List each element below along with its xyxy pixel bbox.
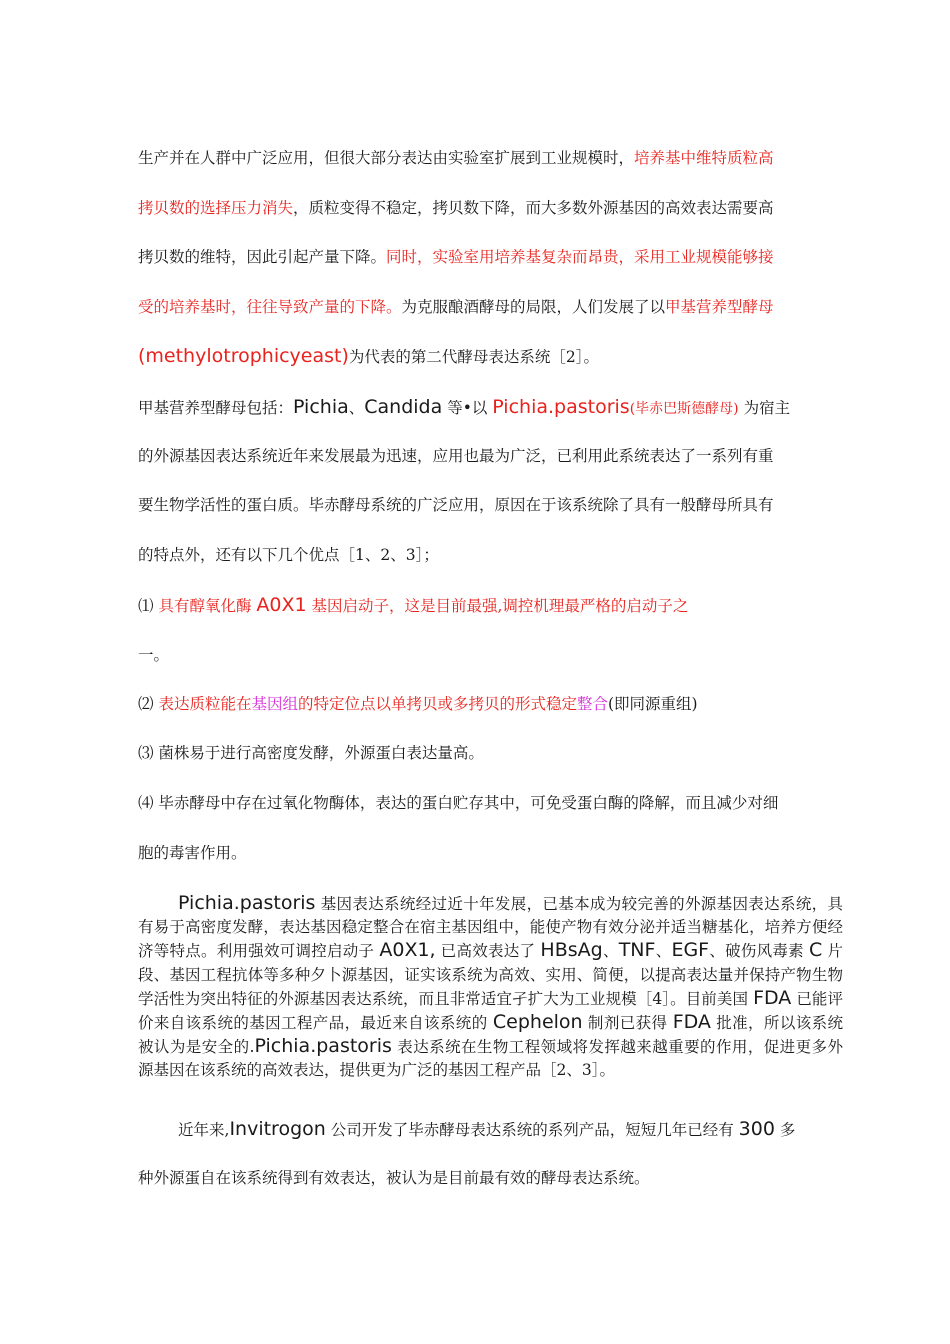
text: 、 xyxy=(348,399,365,417)
highlight-text: 具有醇氧化酶 xyxy=(158,597,257,615)
p3-paragraph xyxy=(138,892,843,1083)
text: 拷贝数的维特，因此引起产量下降。 xyxy=(138,248,387,266)
company-name: Invitrogon xyxy=(229,1118,326,1140)
item-number: ⑴ xyxy=(138,597,159,615)
text: 、 xyxy=(602,942,619,961)
highlight-text: (毕赤巴斯德酵母) xyxy=(629,401,739,417)
highlight-text: 甲基营养型酵母 xyxy=(665,298,774,316)
term: FDA xyxy=(672,1011,711,1034)
species-name: Pichia.pastoris xyxy=(492,396,630,418)
term: Cephelon xyxy=(492,1011,583,1034)
text: 多 xyxy=(774,1121,796,1139)
text: 为宿主 xyxy=(738,399,791,417)
p2-line-3 xyxy=(138,494,774,516)
text: 批准，所以该系统被认为是安全的. xyxy=(138,1014,843,1057)
text: 已能评价来自该系统的基因工程产品，最近来自该系统的 xyxy=(138,989,843,1033)
p1-line-1 xyxy=(138,147,774,169)
text: 公司开发了毕赤酵母表达系统的系列产品，短短几年已经有 xyxy=(325,1121,739,1139)
p4-line-1 xyxy=(178,1118,795,1141)
highlight-text: 同时，实验室用培养基复杂而昂贵，采用工业规模能够接 xyxy=(386,248,774,266)
number: 300 xyxy=(738,1118,775,1140)
list-item-4-cont xyxy=(138,842,247,864)
link-text: 整合 xyxy=(576,695,608,713)
term: TNF xyxy=(618,939,656,962)
species-name: Pichia.pastoris xyxy=(178,892,316,914)
text: 基因表达系统经过近十年发展，已基本成为较完善的外源基因表达系统，具有易于高密度发酵，表达基因稳定整合在宿主基因组中，能使产物有效分泌并适当糖基化，培养方便经济等特点。利用强效可调控启动子 xyxy=(138,895,843,961)
highlight-text: 的特定位点以单拷贝或多拷贝的形式稳定 xyxy=(297,695,577,713)
highlight-text: (methylotrophicyeast) xyxy=(138,345,349,367)
p2-line-4 xyxy=(138,544,439,566)
text: 甲基营养型酵母包括： xyxy=(138,399,294,417)
list-item-1 xyxy=(138,594,688,617)
p1-line-4 xyxy=(138,296,774,318)
p4-line-2 xyxy=(138,1167,650,1189)
text: 一。 xyxy=(138,646,170,664)
link-text: 基因组 xyxy=(251,695,298,713)
text: 为代表的第二代酵母表达系统［2］。 xyxy=(348,348,600,366)
list-item-1-cont xyxy=(138,644,169,666)
text: 生产并在人群中广泛应用，但很大部分表达由实验室扩展到工业规模时， xyxy=(138,149,635,167)
text: 为克服酿酒酵母的局限，人们发展了以 xyxy=(401,298,666,316)
text: 、破伤风毒素 xyxy=(709,942,810,961)
p1-line-3 xyxy=(138,246,774,268)
gene-name: A0X1 xyxy=(256,594,307,616)
text: 片段、基因工程抗体等多种夕卜源基因，证实该系统为高效、实用、简便，以提高表达量并保持产物生物学活性为突出特征的外源基因表达系统，而且非常适宜孑扩大为工业规模［4］。目前美国 xyxy=(138,942,843,1008)
species-name: Pichia.pastoris xyxy=(254,1035,392,1058)
list-item-2 xyxy=(138,693,698,715)
text: 胞的毒害作用。 xyxy=(138,844,247,862)
text: 的外源基因表达系统近年来发展最为迅速，应用也最为广泛，已利用此系统表达了一系列有重 xyxy=(138,447,774,465)
text: 种外源蛋自在该系统得到有效表达，被认为是目前最有效的酵母表达系统。 xyxy=(138,1169,650,1187)
highlight-text: 基因启动子，这是目前最强,调控机理最严格的启动子之 xyxy=(306,597,689,615)
list-item-3 xyxy=(138,742,484,764)
list-item-4 xyxy=(138,792,778,814)
text: 已高效表达了 xyxy=(435,942,541,961)
p2-line-2 xyxy=(138,445,774,467)
p2-line-1 xyxy=(138,396,790,420)
text: ⑶ 菌株易于进行高密度发酵，外源蛋白表达量高。 xyxy=(138,744,484,762)
highlight-text: 拷贝数的选择压力消失 xyxy=(138,199,294,217)
text: 、 xyxy=(655,942,672,961)
text: (即同源重组) xyxy=(608,695,698,713)
genus-name: Pichia xyxy=(293,396,349,418)
term: EGF xyxy=(671,939,710,962)
genus-name: Candida xyxy=(364,396,443,418)
term: C xyxy=(809,939,823,962)
text: 等•以 xyxy=(442,399,493,417)
highlight-text: 培养基中维特质粒高 xyxy=(634,149,774,167)
p1-line-5 xyxy=(138,345,599,368)
gene-name: A0X1, xyxy=(379,939,436,962)
text: ，质粒变得不稳定，拷贝数下降，而大多数外源基因的高效表达需要高 xyxy=(293,199,774,217)
item-number: ⑵ xyxy=(138,695,159,713)
text: 表达系统在生物工程领域将发挥越来越重要的作用，促进更多外源基因在该系统的高效表达，提供更为广泛的基因工程产品［2、3］。 xyxy=(138,1038,843,1080)
term: HBsAg xyxy=(540,939,603,962)
p1-line-2 xyxy=(138,197,774,219)
text: 要生物学活性的蛋白质。毕赤酵母系统的广泛应用，原因在于该系统除了具有一般酵母所具有 xyxy=(138,496,774,514)
text: 的特点外，还有以下几个优点［1、2、3］； xyxy=(138,546,439,564)
highlight-text: 表达质粒能在 xyxy=(158,695,252,713)
highlight-text: 受的培养基时，往往导致产量的下降。 xyxy=(138,298,402,316)
term: FDA xyxy=(753,986,792,1009)
text: 近年来, xyxy=(178,1121,230,1139)
text: ⑷ 毕赤酵母中存在过氧化物酶体，表达的蛋白贮存其中，可免受蛋白酶的降解，而且减少对细 xyxy=(138,794,779,812)
text: 制剂已获得 xyxy=(582,1014,673,1033)
